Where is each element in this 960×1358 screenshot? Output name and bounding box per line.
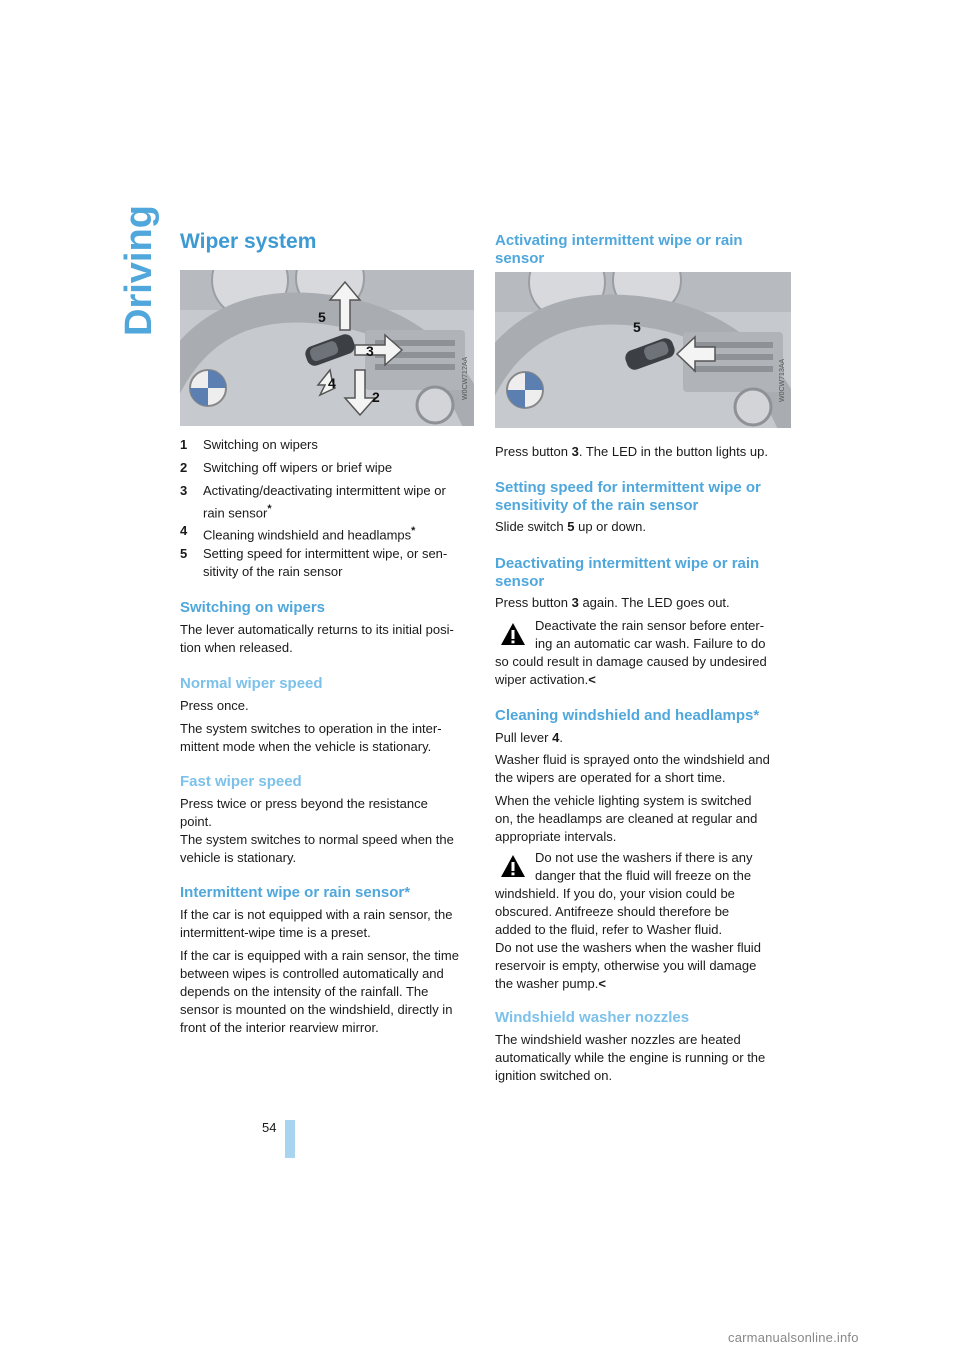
watermark: carmanualsonline.info xyxy=(728,1330,859,1345)
paragraph: Press once. xyxy=(180,698,249,713)
paragraph: on, the headlamps are cleaned at regular and xyxy=(495,811,758,826)
paragraph: depends on the intensity of the rainfall. The xyxy=(180,984,429,999)
paragraph: Pull lever 4. xyxy=(495,730,563,745)
heading-cleaning-windshield: Cleaning windshield and headlamps* xyxy=(495,707,760,724)
warning-text: Deactivate the rain sensor before enter- xyxy=(535,618,765,633)
callout-4: 4 xyxy=(328,375,336,391)
list-num: 1 xyxy=(180,437,188,452)
heading-normal-wiper-speed: Normal wiper speed xyxy=(180,675,323,692)
page-number: 54 xyxy=(262,1120,277,1135)
paragraph: intermittent-wipe time is a preset. xyxy=(180,925,371,940)
list-text: Switching on wipers xyxy=(203,437,318,452)
paragraph: The lever automatically returns to its initial posi- xyxy=(180,622,454,637)
list-text: Activating/deactivating intermittent wipe or xyxy=(203,483,446,498)
paragraph: The system switches to operation in the inter- xyxy=(180,721,442,736)
paragraph: vehicle is stationary. xyxy=(180,850,297,865)
optional-star: * xyxy=(267,503,272,515)
heading-deactivating-line2: sensor xyxy=(495,573,545,590)
callout-5: 5 xyxy=(633,319,641,335)
heading-fast-wiper-speed: Fast wiper speed xyxy=(180,773,302,790)
warning-text: Do not use the washers when the washer fluid xyxy=(495,940,761,955)
heading-washer-nozzles: Windshield washer nozzles xyxy=(495,1009,690,1026)
paragraph: between wipes is controlled automatically and xyxy=(180,966,444,981)
list-item xyxy=(180,545,474,581)
page-bar xyxy=(285,1120,295,1158)
paragraph: Slide switch 5 up or down. xyxy=(495,519,647,534)
heading-activating-intermittent: Activating intermittent wipe or rain xyxy=(495,232,743,249)
warning-text: reservoir is empty, otherwise you will damage xyxy=(495,958,757,973)
optional-star: * xyxy=(411,525,416,537)
warning-text: ing an automatic car wash. Failure to do xyxy=(535,636,766,651)
heading-activating-intermittent-line2: sensor xyxy=(495,250,545,267)
list-text: Cleaning windshield and headlamps xyxy=(203,527,412,543)
paragraph: Press button 3 again. The LED goes out. xyxy=(495,595,730,610)
list-item xyxy=(180,436,474,454)
warning-text: obscured. Antifreeze should therefore be xyxy=(495,904,730,919)
end-mark: < xyxy=(588,672,596,687)
warning-text: wiper activation.< xyxy=(495,672,596,687)
list-text: Switching off wipers or brief wipe xyxy=(203,460,393,475)
list-num: 3 xyxy=(180,483,188,498)
callout-5: 5 xyxy=(318,309,326,325)
list-item xyxy=(180,522,474,543)
list-num: 5 xyxy=(180,546,188,561)
paragraph: When the vehicle lighting system is switched xyxy=(495,793,752,808)
paragraph: tion when released. xyxy=(180,640,293,655)
rain-sensor-button-figure xyxy=(495,272,791,428)
paragraph: front of the interior rearview mirror. xyxy=(180,1020,379,1035)
list-text: Setting speed for intermittent wipe, or sen- xyxy=(203,546,448,561)
section-title-wiper-system: Wiper system xyxy=(180,230,317,253)
paragraph: point. xyxy=(180,814,212,829)
figure-ref: W0CW713AA xyxy=(779,358,786,402)
paragraph: mittent mode when the vehicle is stationary. xyxy=(180,739,432,754)
paragraph: If the car is equipped with a rain sensor, the time xyxy=(180,948,459,963)
paragraph: ignition switched on. xyxy=(495,1068,613,1083)
list-item xyxy=(180,459,474,477)
warning-icon xyxy=(500,622,526,646)
list-num: 4 xyxy=(180,523,188,538)
side-tab-label: Driving xyxy=(118,205,160,336)
paragraph: The system switches to normal speed when the xyxy=(180,832,454,847)
paragraph: Washer fluid is sprayed onto the windshield and xyxy=(495,752,770,767)
heading-setting-speed-line2: sensitivity of the rain sensor xyxy=(495,497,699,514)
heading-deactivating: Deactivating intermittent wipe or rain xyxy=(495,555,760,572)
list-text: sitivity of the rain sensor xyxy=(203,564,343,579)
heading-switching-on-wipers: Switching on wipers xyxy=(180,599,326,616)
paragraph: automatically while the engine is running or the xyxy=(495,1050,766,1065)
warning-text: added to the fluid, refer to Washer fluid. xyxy=(495,922,723,937)
paragraph: The windshield washer nozzles are heated xyxy=(495,1032,741,1047)
paragraph: Press twice or press beyond the resistance xyxy=(180,796,428,811)
side-tab xyxy=(118,205,160,358)
list-item xyxy=(180,482,474,521)
warning-text: the washer pump.< xyxy=(495,976,606,991)
callout-3: 3 xyxy=(366,343,374,359)
paragraph: Press button 3. The LED in the button lights up. xyxy=(495,444,768,459)
paragraph: appropriate intervals. xyxy=(495,829,617,844)
heading-intermittent-wipe: Intermittent wipe or rain sensor* xyxy=(180,884,411,901)
wiper-lever-figure xyxy=(180,270,474,426)
warning-text: Do not use the washers if there is any xyxy=(535,850,753,865)
paragraph: sensor is mounted on the windshield, directly in xyxy=(180,1002,453,1017)
warning-text: so could result in damage caused by undesired xyxy=(495,654,767,669)
heading-setting-speed: Setting speed for intermittent wipe or xyxy=(495,479,761,496)
paragraph: If the car is not equipped with a rain sensor, the xyxy=(180,907,453,922)
warning-icon xyxy=(500,854,526,878)
callout-2: 2 xyxy=(372,389,380,405)
warning-text: danger that the fluid will freeze on the xyxy=(535,868,752,883)
end-mark: < xyxy=(598,976,606,991)
warning-text: windshield. If you do, your vision could be xyxy=(495,886,735,901)
list-text: rain sensor xyxy=(203,505,268,521)
figure-ref: W0CW712AA xyxy=(462,356,469,400)
list-num: 2 xyxy=(180,460,188,475)
paragraph: the wipers are operated for a short time. xyxy=(495,770,726,785)
